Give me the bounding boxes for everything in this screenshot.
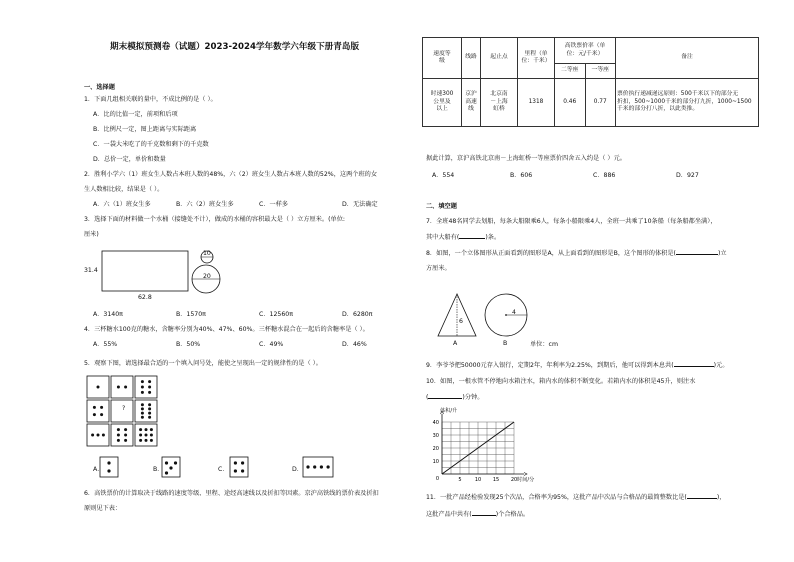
q11-line1: 11．一批产品经检验发现25个次品，合格率为95%，这批产品中次品与合格品的最简整数比是( )， [426, 494, 726, 501]
q10-line2: ( )分钟。 [426, 394, 484, 401]
q3-rect-height: 31.4 [84, 267, 98, 274]
q11-count-blank[interactable] [472, 515, 496, 516]
q5-pip [141, 412, 144, 415]
q10-x-tick-label: 10 [474, 477, 482, 483]
header-rate: 高铁票价率（单 位：元/千米） [555, 38, 616, 64]
q8-unit: 单位：cm [530, 341, 558, 348]
q6-option-c: C．886 [593, 172, 616, 179]
q5-option-pip [165, 461, 168, 464]
q5-grid-cell [111, 376, 133, 398]
q5-question-mark: ? [122, 405, 126, 412]
q5-option-a: A． [93, 466, 104, 473]
q3-small-circle-label: 10 [203, 250, 211, 257]
q3-figure [84, 246, 234, 306]
q11-ratio-blank[interactable] [687, 498, 717, 499]
q3-option-c: C．12560π [259, 311, 293, 318]
q8-radius-label: 4 [512, 309, 516, 316]
q5-pip [145, 434, 148, 437]
q5-pip [117, 434, 120, 437]
q5-pip [139, 434, 142, 437]
header-mileage: 里程（单 位：千米） [518, 38, 555, 79]
q8-label-b: B [503, 340, 508, 347]
q5-pip [141, 386, 144, 389]
q5-pip [139, 439, 142, 442]
q10-x-tick-label: 20 [510, 477, 518, 483]
q8-line1: 8．如图，一个立体图形从正面看到的图形是A，从上面看到的图形是B，这个图形的体积是( )立 [426, 250, 727, 257]
q8-line2: 方厘米。 [426, 265, 451, 272]
page-title: 期末模拟预测卷（试题）2023-2024学年数学六年级下册青岛版 [110, 42, 360, 52]
q2-line2: 生人数相比较，结果是（ ）。 [84, 186, 164, 193]
header-note: 备注 [616, 38, 759, 79]
q5-pip [91, 434, 94, 437]
q10-x-axis-label: 时间/分 [517, 477, 535, 483]
q3-option-a: A．3140π [93, 311, 123, 318]
q8-label-a: A [453, 340, 458, 347]
q5-pip [141, 380, 144, 383]
q10-blank[interactable] [428, 398, 462, 399]
q5-option-pip [327, 465, 330, 468]
q5-pip [139, 428, 142, 431]
q5-pip [148, 386, 151, 389]
q6-line2: 原则见下表： [84, 505, 122, 512]
q5-pip [124, 386, 127, 389]
q1-option-b: B．比例尺一定，图上距离与实际距离 [93, 126, 197, 133]
q7-line1: 7．全班48名同学去划船，每条大船限乘6人，每条小船限乘4人，全班一共乘了10条船（每条船都坐满）， [426, 218, 717, 225]
q4-option-a: A．55% [93, 341, 118, 348]
q5-option-pip [107, 461, 110, 464]
q10-x-tick-label: 15 [492, 477, 500, 483]
q5-option-pip [234, 461, 237, 464]
q8-blank[interactable] [676, 254, 718, 255]
q7-line2: 其中大船有( )条。 [426, 234, 501, 241]
q5-pip [141, 407, 144, 410]
q5-grid-cell [135, 400, 157, 422]
q10-x-tick-label: 5 [458, 477, 462, 483]
q5-option-pip [306, 465, 309, 468]
q5-option-d: D． [292, 466, 303, 473]
q5-pip [148, 403, 151, 406]
q3-rectangle [102, 251, 188, 291]
q2-option-d: D．无法确定 [342, 201, 378, 208]
q6-option-b: B．606 [510, 172, 533, 179]
q5-dice-grid [86, 375, 166, 447]
q10-y-tick-label: 40 [432, 419, 439, 426]
q1-stem: 1．下面几组相关联的量中，不成比例的是（ ）。 [84, 96, 217, 103]
q5-pip [102, 434, 105, 437]
q5-pip [117, 386, 120, 389]
cell-second-class: 0.46 [555, 79, 586, 127]
q3-line2: 厘米) [84, 231, 99, 238]
q5-pip [97, 434, 100, 437]
q4-stem: 4．三杯糖水100克的糖水，含糖率分别为40%、47%、60%。三杯糖水混合在一起后的含糖率是（ ）。 [84, 326, 369, 333]
q5-pip [124, 439, 127, 442]
q5-option-b: B． [153, 466, 164, 473]
header-speed: 速度等 级 [423, 38, 462, 79]
q5-pip [145, 428, 148, 431]
q4-option-c: C．49% [259, 341, 284, 348]
q5-pip [124, 428, 127, 431]
q9-stem: 9．李爷爷把50000元存入银行，定期2年，年利率为2.25%，到期后，他可以得到本息共( )元。 [426, 362, 729, 369]
q5-pip [148, 391, 151, 394]
q3-large-circle-label: 20 [203, 273, 211, 280]
q9-blank[interactable] [674, 366, 714, 367]
q3-rect-width: 62.8 [138, 294, 152, 301]
q5-option-die[interactable] [100, 457, 118, 477]
q7-blank[interactable] [459, 238, 485, 239]
q5-pip [93, 406, 96, 409]
header-line: 线路 [462, 38, 481, 79]
q3-option-b: B．1570π [176, 311, 206, 318]
q10-y-tick-label: 20 [432, 445, 439, 452]
q5-pip [148, 412, 151, 415]
q2-line1: 2．胜利小学六（1）班女生人数占本班人数的48%，六（2）班女生人数占本班人数的52%，这两个班的女 [84, 171, 378, 178]
cell-speed: 时速300 公里及 以上 [423, 79, 462, 127]
q6-ask: 据此计算，京沪高铁北京南－上海虹桥一等座票价四舍五入约是（ ）元。 [426, 155, 626, 162]
q1-option-c: C．一袋大米吃了的千克数和剩下的千克数 [93, 141, 209, 148]
cell-note: 票价执行递减递远原则：500千米以下的部分无 折扣，500~1000千米的部分打九折，1000~1500 千米的部分打八折，以此类推。 [616, 79, 759, 127]
q3-line1: 3．选择下面的材料做一个水桶（接缝处不计），做成的水桶的容积最大是（ ）立方厘米。(单位: [84, 216, 345, 223]
q5-pip [117, 428, 120, 431]
q4-option-d: D．46% [342, 341, 367, 348]
q6-option-a: A．554 [432, 172, 455, 179]
q5-pip [117, 439, 120, 442]
q6-option-d: D．927 [676, 172, 699, 179]
header-start: 起止点 [481, 38, 518, 79]
section-fill: 二、填空题 [426, 203, 457, 210]
q5-grid-cell [135, 376, 157, 398]
q5-pip [150, 439, 153, 442]
q5-option-c: C． [218, 466, 229, 473]
section-choice: 一、选择题 [84, 84, 115, 91]
q5-pip [100, 406, 103, 409]
q5-option-pip [241, 461, 244, 464]
q11-line2: 这批产品中共有( )个合格品。 [426, 511, 530, 518]
q5-grid-cell [87, 400, 109, 422]
q10-line1: 10．如图，一根水管不停地向水箱注水，箱内水的体积不断变化。若箱内水的体积是45升，则注水 [426, 378, 696, 385]
q4-option-b: B．50% [176, 341, 201, 348]
q5-grid-cell [111, 424, 133, 446]
q5-option-pip [320, 465, 323, 468]
q5-option-pip [165, 471, 168, 474]
cell-start: 北京南 －上海 虹桥 [481, 79, 518, 127]
q10-y-tick-label: 10 [432, 458, 439, 465]
fare-table [422, 37, 759, 127]
q5-pip [150, 428, 153, 431]
q3-option-d: D．6280π [342, 311, 373, 318]
q10-y-tick-label: 30 [432, 432, 439, 439]
q8-height-label: 6 [459, 318, 463, 325]
q5-pip [148, 407, 151, 410]
q5-pip [145, 439, 148, 442]
q8-figure [430, 290, 550, 345]
q5-pip [141, 416, 144, 419]
q5-option-pip [169, 466, 172, 469]
q10-origin-label: 0 [435, 476, 439, 482]
cell-first-class: 0.77 [585, 79, 616, 127]
q5-pip [141, 403, 144, 406]
q5-option-dice [100, 456, 340, 480]
q5-option-pip [107, 469, 110, 472]
q5-pip [148, 380, 151, 383]
q10-chart [424, 406, 544, 486]
q5-option-pip [313, 465, 316, 468]
q5-pip [150, 434, 153, 437]
q5-pip [97, 386, 100, 389]
q6-line1: 6．高铁票价的计算取决于线路的速度等级、里程、途经高速线以及折扣等因素。京沪高铁线的票价表及折扣 [84, 490, 379, 497]
cell-mileage: 1318 [518, 79, 555, 127]
header-second-class: 二等座 [555, 64, 586, 79]
q2-option-b: B．六（2）班女生多 [176, 201, 234, 208]
q5-option-pip [241, 469, 244, 472]
q5-pip [141, 391, 144, 394]
q5-pip [148, 416, 151, 419]
q2-option-c: C．一样多 [259, 201, 289, 208]
q5-option-pip [234, 469, 237, 472]
q5-option-pip [174, 461, 177, 464]
q10-y-axis-label: 体积/升 [440, 408, 458, 414]
q2-option-a: A．六（1）班女生多 [93, 201, 151, 208]
q5-option-die[interactable] [230, 457, 248, 477]
q5-pip [100, 413, 103, 416]
q5-pip [124, 434, 127, 437]
q1-option-a: A．比的比值一定，前项和后项 [93, 111, 178, 118]
header-first-class: 一等座 [585, 64, 616, 79]
cell-line: 京沪 高速 线 [462, 79, 481, 127]
q5-stem: 5．观察下图，请选择最合适的一个填入问号处，能使之呈现出一定的规律性的是（ ）。 [84, 360, 322, 367]
q5-pip [93, 413, 96, 416]
q1-option-d: D．总价一定，单价和数量 [93, 156, 166, 163]
